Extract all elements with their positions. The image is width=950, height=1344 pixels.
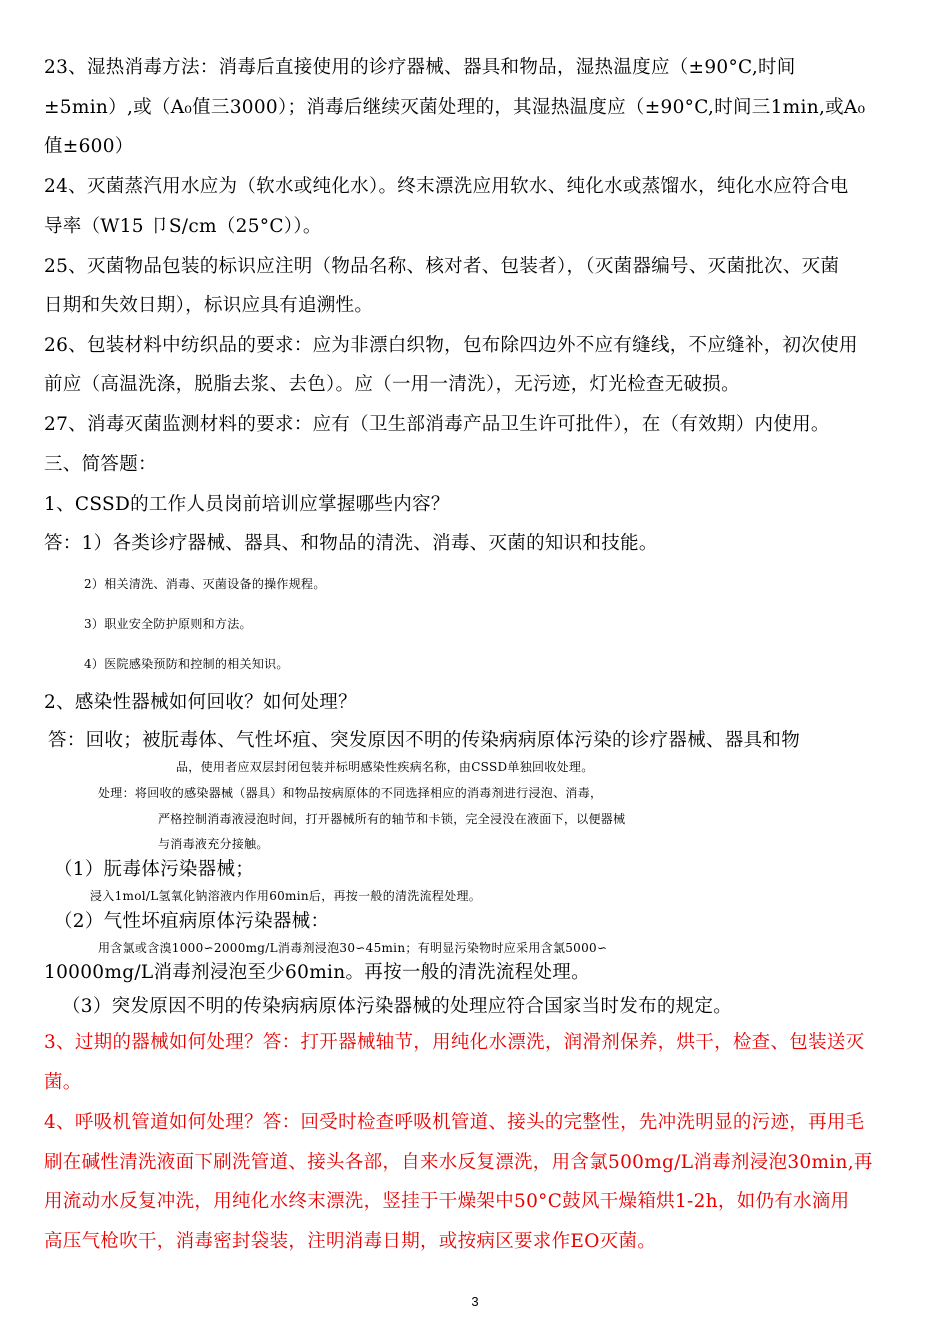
- list-item: 3）职业安全防护原则和方法。: [84, 617, 252, 631]
- text-line: ±5min）,或（A₀值三3000）；消毒后继续灭菌处理的，其湿热温度应（±90°C,时间三1min,或A₀: [44, 97, 866, 118]
- text-line: 答：回收；被朊毒体、气性坏疽、突发原因不明的传染病病原体污染的诊疗器械、器具和物: [48, 730, 801, 751]
- highlighted-line: 高压气枪吹干，消毒密封袋装，注明消毒日期，或按病区要求作EO灭菌。: [44, 1231, 657, 1252]
- list-item: 2）相关清洗、消毒、灭菌设备的操作规程。: [84, 577, 326, 591]
- text-line: 严格控制消毒液浸泡时间，打开器械所有的轴节和卡锁，完全浸没在液面下，以便器械: [158, 812, 626, 826]
- text-line: 26、包装材料中纺织品的要求：应为非漂白织物，包布除四边外不应有缝线，不应缝补，初次使用: [44, 335, 858, 356]
- text-line: （3）突发原因不明的传染病病原体污染器械的处理应符合国家当时发布的规定。: [62, 996, 733, 1017]
- text-line: 24、灭菌蒸汽用水应为（软水或纯化水）。终末漂洗应用软水、纯化水或蒸馏水，纯化水应符合电: [44, 176, 849, 197]
- text-line: 23、湿热消毒方法：消毒后直接使用的诊疗器械、器具和物品，湿热温度应（±90°C,时间: [44, 57, 796, 78]
- page-number: 3: [471, 1294, 479, 1309]
- text-line: 日期和失效日期），标识应具有追溯性。: [44, 295, 374, 316]
- list-item: 4）医院感染预防和控制的相关知识。: [84, 657, 289, 671]
- text-line: 答：1）各类诊疗器械、器具、和物品的清洗、消毒、灭菌的知识和技能。: [44, 533, 658, 554]
- text-line: （2）气性坏疽病原体污染器械：: [54, 911, 330, 932]
- highlighted-line: 用流动水反复冲洗，用纯化水终末漂洗，竖挂于干燥架中50°C鼓风干燥箱烘1-2h，如仍有水滴用: [44, 1191, 850, 1212]
- question-heading: 2、感染性器械如何回收？如何处理？: [44, 692, 357, 713]
- text-line: 27、消毒灭菌监测材料的要求：应有（卫生部消毒产品卫生许可批件），在（有效期）内使用。: [44, 414, 830, 435]
- highlighted-line: 菌。: [44, 1072, 82, 1093]
- text-line: 与消毒液充分接触。: [158, 837, 269, 851]
- text-line: 值±600）: [44, 136, 134, 157]
- text-line: 25、灭菌物品包装的标识应注明（物品名称、核对者、包装者），（灭菌器编号、灭菌批次、灭菌: [44, 256, 840, 277]
- text-line: 10000mg/L消毒剂浸泡至少60min。再按一般的清洗流程处理。: [44, 962, 590, 983]
- text-line: 前应（高温洗涤，脱脂去浆、去色）。应（一用一清洗），无污迹，灯光检查无破损。: [44, 374, 740, 395]
- highlighted-line: 3、过期的器械如何处理？答：打开器械轴节，用纯化水漂洗，润滑剂保养，烘干，检查、包装送灭: [44, 1032, 865, 1053]
- highlighted-line: 刷在碱性清洗液面下刷洗管道、接头各部，自来水反复漂洗，用含氯500mg/L消毒剂浸泡30min,再: [44, 1152, 873, 1173]
- text-line: 用含氯或含溴1000∽2000mg/L消毒剂浸泡30∽45min；有明显污染物时应采用含氯5000∽: [98, 941, 608, 955]
- text-line: 浸入1mol/L氢氧化钠溶液内作用60min后，再按一般的清洗流程处理。: [90, 889, 482, 903]
- section-heading: 三、简答题：: [44, 454, 157, 475]
- text-line: 处理：将回收的感染器械（器具）和物品按病原体的不同选择相应的消毒剂进行浸泡、消毒，: [98, 786, 603, 800]
- text-line: 品，使用者应双层封闭包装并标明感染性疾病名称，由CSSD单独回收处理。: [176, 760, 594, 774]
- text-line: （1）朊毒体污染器械；: [54, 859, 255, 880]
- question-heading: 1、CSSD的工作人员岗前培训应掌握哪些内容？: [44, 494, 450, 515]
- highlighted-line: 4、呼吸机管道如何处理？答：回受时检查呼吸机管道、接头的完整性，先冲洗明显的污迹，再用毛: [44, 1112, 865, 1133]
- text-line: 导率（W15 卩S/cm（25°C））。: [44, 216, 322, 237]
